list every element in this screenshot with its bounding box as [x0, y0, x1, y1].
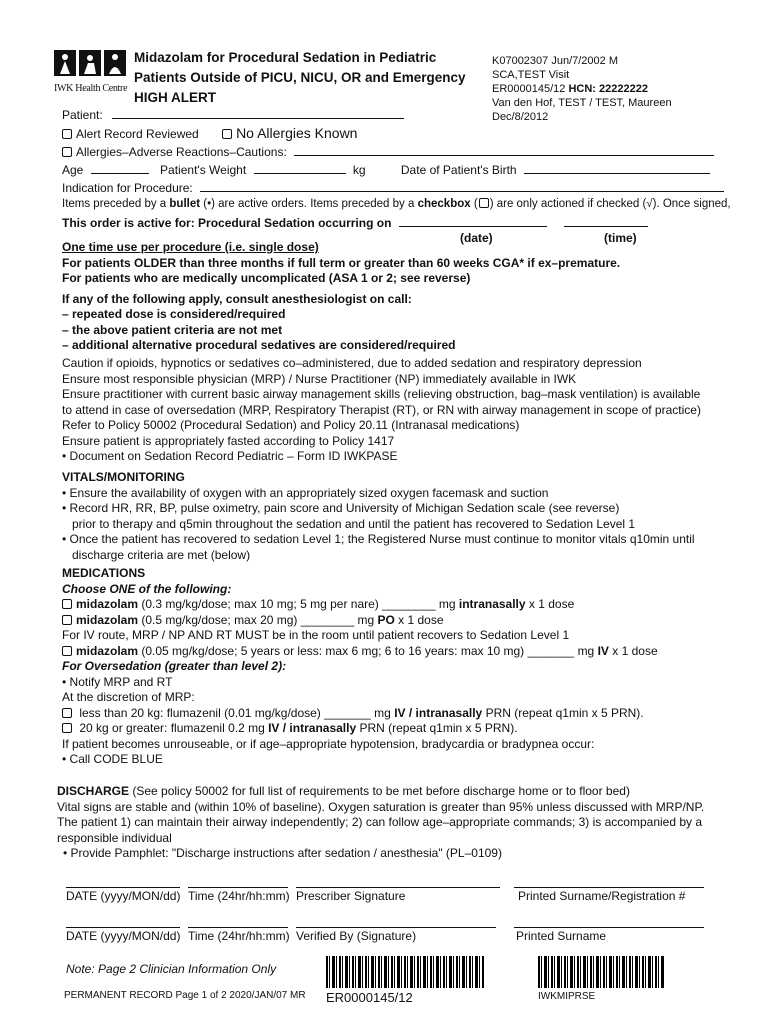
mrp-discretion: At the discretion of MRP:	[62, 690, 195, 704]
med-iv-freq: x 1 dose	[608, 643, 658, 658]
caution-line-2: Ensure most responsible physician (MRP) / Nurse Practitioner (NP) immediately available in IWK	[62, 371, 577, 386]
instr-bullet-word: bullet	[169, 198, 201, 210]
vitals-item-2: • Record HR, RR, BP, pulse oximetry, pain score and University of Michigan Sedation scale (see reverse)	[62, 501, 620, 515]
med-intranasal-name: midazolam	[76, 597, 139, 611]
patient-date-line: Dec/8/2012	[492, 111, 549, 123]
discharge-line-2: Vital signs are stable and (within 10% of baseline). Oxygen saturation is greater than 95% unless discussed with MRP/NP.	[57, 799, 705, 814]
title-line-3: HIGH ALERT	[134, 90, 216, 105]
title-line-1: Midazolam for Procedural Sedation in Pediatric	[134, 50, 437, 65]
code-blue: • Call CODE BLUE	[62, 752, 163, 766]
instructions-line	[62, 197, 731, 212]
prescriber-signature-line[interactable]	[296, 887, 500, 888]
consult-item-3: – additional alternative procedural sedatives are considered/required	[62, 338, 456, 352]
med-iv-row	[62, 644, 658, 660]
caution-line-4: to attend in case of oversedation (MRP, Respiratory Therapist (RT), or RN with airway management in scope of practice)	[62, 402, 701, 417]
time1-line[interactable]	[188, 887, 288, 888]
discharge-line-3: The patient 1) can maintain their airway independently; 2) can follow age–appropriate commands; 3) is accompanied by a	[57, 815, 703, 829]
patient-encounter-line	[492, 82, 672, 96]
hcn-number: HCN: 22222222	[568, 83, 648, 95]
discharge-line-5: • Provide Pamphlet: "Discharge instructions after sedation / anesthesia" (PL–0109)	[63, 846, 502, 860]
alert-record-label: Alert Record Reviewed	[76, 127, 199, 141]
flumazenil-20kg-dose: 20 kg or greater: flumazenil 0.2 mg	[76, 721, 269, 735]
patient-row	[62, 107, 404, 124]
med-po-row	[62, 613, 658, 629]
instr-text-e: (	[470, 198, 478, 210]
form-barcode	[538, 956, 664, 988]
instr-text-f: ) are only actioned if checked (√). Once signed,	[489, 198, 731, 210]
med-po-freq: x 1 dose	[394, 612, 444, 627]
indication-field[interactable]	[200, 180, 724, 192]
criteria-older: For patients OLDER than three months if full term or greater than 60 weeks CGA* if ex–premature.	[62, 255, 621, 270]
active-order-row	[62, 215, 648, 232]
allergies-label: Allergies–Adverse Reactions–Cautions:	[76, 145, 287, 159]
patient-physician-line: Van den Hof, TEST / TEST, Maureen	[492, 97, 672, 109]
caution-line-5: Refer to Policy 50002 (Procedural Sedation) and Policy 20.11 (Intranasal medications)	[62, 418, 520, 432]
encounter-code: ER0000145/12	[326, 990, 413, 1005]
caution-line-6: Ensure patient is appropriately fasted according to Policy 1417	[62, 433, 395, 448]
age-label: Age	[62, 163, 84, 177]
choose-one: Choose ONE of the following:	[62, 581, 232, 596]
med-intranasal-row	[62, 597, 658, 613]
med-po-name: midazolam	[76, 612, 139, 627]
medications-heading: MEDICATIONS	[62, 566, 146, 580]
verified-signature-line[interactable]	[296, 927, 496, 928]
iv-route-note: For IV route, MRP / NP AND RT MUST be in the room until patient recovers to Sedation Level 1	[62, 628, 570, 642]
criteria-block	[62, 240, 620, 354]
encounter-barcode	[326, 956, 484, 988]
med-po-dose: (0.5 mg/kg/dose; max 20 mg) ________ mg	[138, 612, 378, 627]
no-allergies-label: No Allergies Known	[236, 125, 358, 141]
allergies-checkbox[interactable]	[62, 147, 72, 157]
procedure-time-field[interactable]	[564, 215, 648, 227]
discharge-line-4: responsible individual	[57, 830, 172, 845]
patient-visit-line: SCA,TEST Visit	[492, 69, 570, 81]
medications-block	[62, 566, 658, 768]
page-2-note: Note: Page 2 Clinician Information Only	[66, 962, 277, 976]
procedure-date-field[interactable]	[399, 215, 547, 227]
date2-line[interactable]	[66, 927, 180, 928]
vitals-heading: VITALS/MONITORING	[62, 470, 185, 484]
indication-row	[62, 180, 724, 197]
discharge-policy: (See policy 50002 for full list of requirements to be met before discharge home or to floor bed)	[129, 784, 630, 798]
printed-surname-line[interactable]	[514, 927, 704, 928]
instr-text-a: Items preceded by a	[62, 198, 170, 210]
date1-label: DATE (yyyy/MON/dd)	[66, 889, 181, 903]
caution-line-1: Caution if opioids, hypnotics or sedatives co–administered, due to added sedation and respiratory depression	[62, 356, 642, 370]
med-po-route: PO	[377, 612, 395, 627]
flumazenil-20kg-freq: PRN (repeat q1min x 5 PRN).	[356, 721, 518, 735]
dob-field[interactable]	[524, 162, 710, 174]
allergies-row	[62, 144, 714, 161]
flumazenil-20kg-row	[62, 721, 658, 737]
time2-label: Time (24hr/hh:mm)	[188, 929, 290, 943]
iwk-logo-mark	[54, 48, 128, 78]
date2-label: DATE (yyyy/MON/dd)	[66, 929, 181, 943]
flumazenil-less-20kg-freq: PRN (repeat q1min x 5 PRN).	[482, 705, 644, 720]
med-intranasal-route: intranasally	[458, 597, 526, 611]
med-intranasal-freq: x 1 dose	[525, 597, 575, 611]
form-title	[134, 48, 466, 108]
form-id: IWKMIPRSE	[538, 991, 596, 1002]
flumazenil-less-20kg-route: IV / intranasally	[394, 705, 483, 720]
oversedation-heading: For Oversedation (greater than level 2):	[62, 659, 287, 673]
patient-id-line: K07002307 Jun/7/2002 M	[492, 55, 618, 67]
iwk-logo	[54, 48, 128, 92]
caution-line-7: • Document on Sedation Record Pediatric – Form ID IWKPASE	[62, 449, 398, 463]
patient-label: Patient:	[62, 108, 103, 122]
vitals-item-2-cont: prior to therapy and q5min throughout the sedation and until the patient has recovered to Sedation Level 1	[72, 516, 636, 531]
discharge-block	[57, 784, 704, 862]
vitals-item-3-cont: discharge criteria are met (below)	[72, 547, 251, 562]
med-iv-dose: (0.05 mg/kg/dose; 5 years or less: max 6 mg; 6 to 16 years: max 10 mg) _______ mg	[138, 643, 598, 658]
weight-label: Patient's Weight	[160, 163, 247, 177]
med-iv-route: IV	[597, 643, 609, 658]
discharge-line-1	[57, 784, 704, 800]
verified-signature-label: Verified By (Signature)	[296, 929, 417, 943]
med-iv-checkbox[interactable]	[62, 646, 72, 656]
vitals-item-3: • Once the patient has recovered to sedation Level 1; the Registered Nurse must continue to monitor vitals q10min until	[62, 532, 695, 546]
patient-label-block	[492, 54, 672, 124]
active-order-label: This order is active for: Procedural Sedation occurring on	[62, 216, 392, 230]
allergies-field[interactable]	[294, 144, 714, 156]
criteria-uncomplicated: For patients who are medically uncomplicated (ASA 1 or 2; see reverse)	[62, 271, 471, 285]
kg-label: kg	[352, 163, 366, 177]
flumazenil-20kg-checkbox[interactable]	[62, 723, 72, 733]
med-intranasal-checkbox[interactable]	[62, 599, 72, 609]
printed-surname-label: Printed Surname	[516, 929, 607, 943]
time1-label: Time (24hr/hh:mm)	[188, 889, 290, 903]
date1-line[interactable]	[66, 887, 180, 888]
consult-item-2: – the above patient criteria are not met	[62, 322, 283, 337]
flumazenil-less-20kg-row	[62, 706, 658, 722]
consult-item-1: – repeated dose is considered/required	[62, 307, 286, 321]
patient-name-field[interactable]	[112, 107, 404, 119]
instr-checkbox-icon	[479, 198, 489, 208]
vitals-item-1: • Ensure the availability of oxygen with an appropriately sized oxygen facemask and suction	[62, 485, 549, 500]
no-allergies-checkbox[interactable]	[222, 129, 232, 139]
vitals-block	[62, 470, 695, 563]
instr-checkbox-word: checkbox	[417, 198, 471, 210]
discharge-heading: DISCHARGE	[57, 784, 130, 798]
time-caption: (time)	[604, 231, 637, 245]
consult-anesthesiologist: If any of the following apply, consult anesthesiologist on call:	[62, 291, 412, 306]
med-iv-name: midazolam	[76, 643, 139, 658]
med-intranasal-dose: (0.3 mg/kg/dose; max 10 mg; 5 mg per nare) ________ mg	[138, 597, 459, 611]
med-po-checkbox[interactable]	[62, 615, 72, 625]
dob-label: Date of Patient's Birth	[400, 163, 517, 177]
logo-text: IWK Health Centre	[54, 83, 128, 94]
title-line-2: Patients Outside of PICU, NICU, OR and Emergency	[134, 70, 466, 85]
date-caption: (date)	[460, 231, 493, 245]
prescriber-signature-label: Prescriber Signature	[296, 889, 406, 903]
alert-record-checkbox[interactable]	[62, 129, 72, 139]
unrouseable-note: If patient becomes unrouseable, or if age–appropriate hypotension, bradycardia or bradypnea occur:	[62, 736, 595, 751]
printed-reg-line[interactable]	[514, 887, 704, 888]
one-time-use: One time use per procedure (i.e. single dose)	[62, 240, 319, 254]
flumazenil-20kg-route: IV / intranasally	[268, 721, 357, 735]
indication-label: Indication for Procedure:	[62, 181, 193, 195]
instr-text-c: (•) are active orders. Items preceded by a	[200, 198, 418, 210]
weight-field[interactable]	[254, 162, 346, 174]
cautions-block	[62, 356, 701, 465]
flumazenil-less-20kg-checkbox[interactable]	[62, 708, 72, 718]
permanent-record: PERMANENT RECORD Page 1 of 2 2020/JAN/07 MR	[64, 990, 306, 1001]
age-field[interactable]	[91, 162, 149, 174]
caution-line-3: Ensure practitioner with current basic airway management skills (relieving obstruction, bag–mask ventilation) is available	[62, 387, 701, 401]
flumazenil-less-20kg-dose: less than 20 kg: flumazenil (0.01 mg/kg/dose) _______ mg	[76, 705, 395, 720]
time2-line[interactable]	[188, 927, 288, 928]
age-weight-row	[62, 162, 710, 179]
notify-mrp: • Notify MRP and RT	[62, 674, 173, 689]
alert-row	[62, 125, 357, 141]
encounter-number: ER0000145/12	[492, 83, 569, 95]
printed-reg-label: Printed Surname/Registration #	[518, 889, 686, 903]
